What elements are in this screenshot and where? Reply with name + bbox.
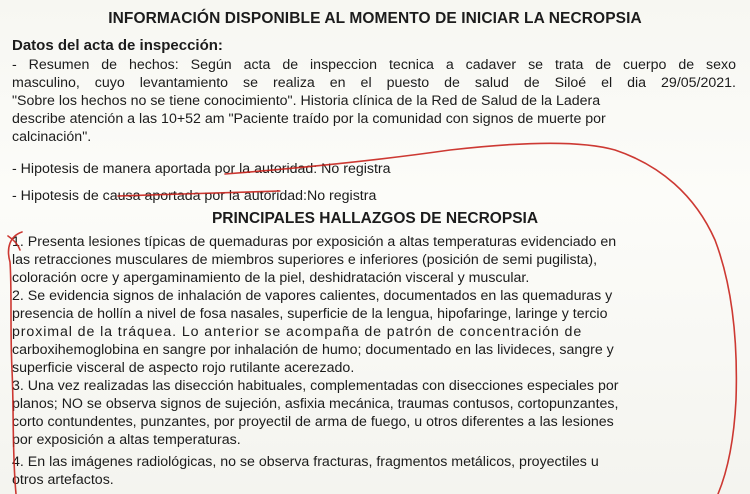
- summary-line: describe atención a las 10+52 am "Paciente traído por la comunidad con signos de muerte por: [12, 111, 606, 127]
- finding-line: proximal de la tráquea. Lo anterior se acompaña de patrón de concentración de: [12, 324, 583, 340]
- hypothesis-cause: - Hipotesis de causa aportada por la autoridad:No registra: [12, 188, 377, 204]
- finding-line: 1. Presenta lesiones típicas de quemaduras por exposición a altas temperaturas evidenciado en: [12, 234, 617, 250]
- finding-line: carboxihemoglobina en sangre por inhalación de humo; documentado en las livideces, sangre y: [12, 342, 614, 358]
- finding-line: superficie visceral de aspecto rojo rutilante acerezado.: [12, 360, 355, 376]
- findings-title: PRINCIPALES HALLAZGOS DE NECROPSIA: [211, 210, 539, 227]
- summary-line: calcinación".: [12, 129, 92, 145]
- finding-line: planos; NO se observa signos de sujeción, asfixia mecánica, traumas contusos, cortopunzantes,: [12, 396, 619, 412]
- finding-line: 4. En las imágenes radiológicas, no se observa fracturas, fragmentos metálicos, proyectiles u: [12, 454, 599, 470]
- inspection-subheading: Datos del acta de inspección:: [12, 37, 223, 54]
- finding-line: las retracciones musculares de miembros superiores e inferiores (posición de semi pugilista),: [12, 252, 598, 268]
- hypothesis-manner: - Hipotesis de manera aportada por la autoridad: No registra: [12, 161, 391, 177]
- summary-line: - Resumen de hechos: Según acta de inspeccion tecnica a cadaver se trata de cuerpo de sexo: [12, 57, 736, 73]
- finding-line: presencia de hollín a nivel de fosa nasales, superficie de la lengua, hipofaringe, laringe y tercio: [12, 306, 608, 322]
- finding-line: 2. Se evidencia signos de inhalación de vapores calientes, documentados en las quemaduras y: [12, 288, 613, 304]
- summary-line: masculino, cuyo levantamiento se realiza en el puesto de salud de Siloé el dia 29/05/2021.: [12, 75, 736, 91]
- finding-line: otros artefactos.: [12, 472, 114, 488]
- document-title: INFORMACIÓN DISPONIBLE AL MOMENTO DE INICIAR LA NECROPSIA: [108, 10, 642, 27]
- finding-line: corto contundentes, punzantes, por proyectil de arma de fuego, u otros diferentes a las lesiones: [12, 414, 614, 430]
- finding-line: 3. Una vez realizadas las disección habituales, complementadas con disecciones especiales por: [12, 378, 619, 394]
- finding-line: por exposición a altas temperaturas.: [12, 432, 241, 448]
- finding-line: coloración ocre y apergaminamiento de la piel, deshidratación visceral y muscular.: [12, 270, 530, 286]
- summary-line: "Sobre los hechos no se tiene conocimiento". Historia clínica de la Red de Salud de la Ladera: [12, 93, 601, 109]
